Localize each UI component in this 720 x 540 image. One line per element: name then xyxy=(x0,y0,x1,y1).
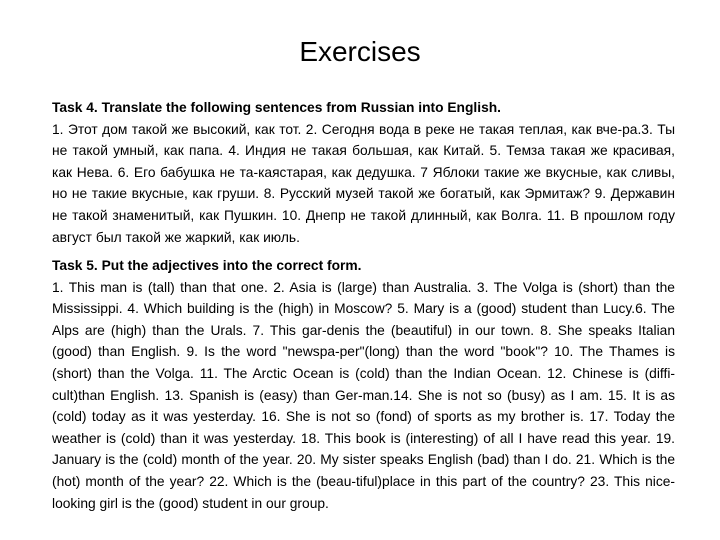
slide-title: Exercises xyxy=(299,36,421,67)
task-5-body: 1. This man is (tall) than that one. 2. Asia is (large) than Australia. 3. The Volga is (short) than the Mississippi. 4. Which building is the (high) in Moscow? 5. Mary is a (good) student than Lucy.6. The Alps are (high) than the Urals. 7. This gar-denis the (beautiful) in our town. 8. She speaks Italian (good) than English. 9. Is the word "newspa-per"(long) than the word "book"? 10. The Thames is (short) than the Volga. 11. The Arctic Ocean is (cold) than the Indian Ocean. 12. Chinese is (diffi-cult)than English. 13. Spanish is (easy) than Ger-man.14. She is not so (busy) as I am. 15. It is as (cold) today as it was yesterday. 16. She is not so (fond) of sports as my brother is. 17. Today the weather is (cold) than it was yesterday. 18. This book is (interesting) of all I have read this year. 19. January is the (cold) month of the year. 20. My sister speaks English (bad) than I do. 21. Which is the (hot) month of the year? 22. Which is the (beau-tiful)place in this part of the country? 23. This nice-looking girl is the (good) student in our group. xyxy=(52,279,675,511)
task-4-body: 1. Этот дом такой же высокий, как тот. 2. Сегодня вода в реке не такая теплая, как вче-ра.3. Ты не такой умный, как папа. 4. Индия не такая большая, как Китай. 5. Темза такая же красивая, как Нева. 6. Его бабушка не та-каястарая, как дедушка. 7 Яблоки такие же вкусные, как сливы, но не такие вкусные, как груши. 8. Русский музей такой же богатый, как Эрмитаж? 9. Державин не такой знаменитый, как Пушкин. 10. Днепр не такой длинный, как Волга. 11. В прошлом году август был такой же жаркий, как июль. xyxy=(52,121,675,245)
task-5-block xyxy=(52,255,675,514)
task-4-heading: Task 4. Translate the following sentences from Russian into English. xyxy=(52,100,502,115)
task-5-heading: Task 5. Put the adjectives into the correct form. xyxy=(52,258,362,273)
task-4-block xyxy=(52,97,675,248)
